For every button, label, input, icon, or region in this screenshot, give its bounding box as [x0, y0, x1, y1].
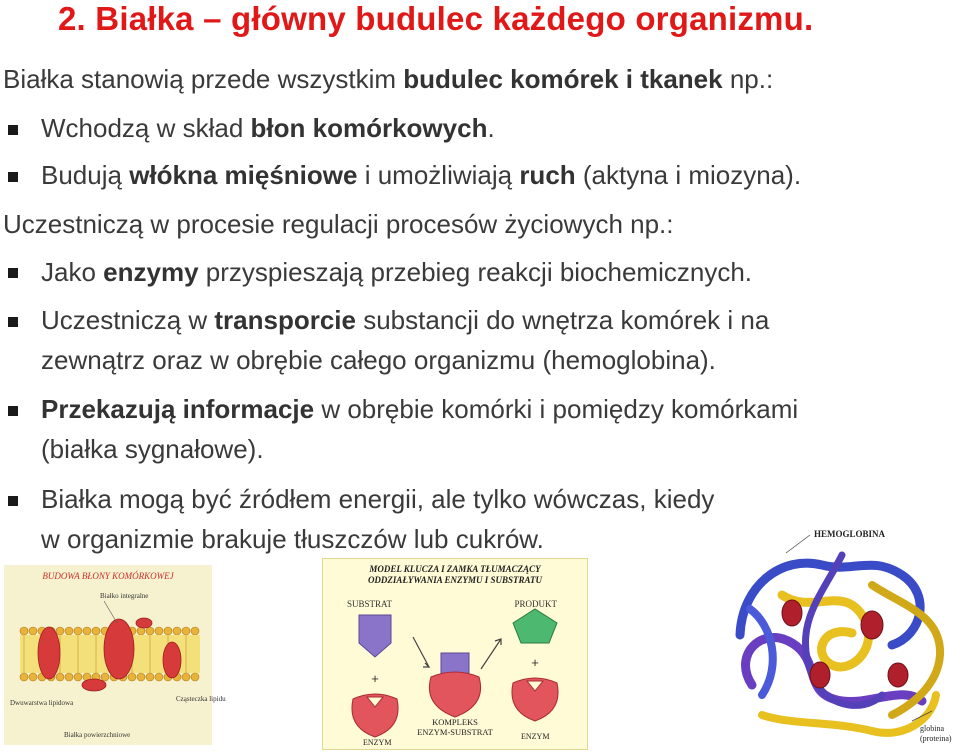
bullet-square-icon	[8, 268, 18, 278]
enzyme-diagram	[322, 558, 588, 750]
bullet-4-line-2: zewnątrz oraz w obrębie całego organizmu (hemoglobina).	[41, 345, 716, 375]
bullet-4-text-a: Uczestniczą w	[41, 305, 215, 335]
substrate-shape	[359, 615, 391, 657]
bullet-4-line-1	[41, 305, 769, 336]
hemoglobin-diagram	[722, 525, 958, 749]
bullet-square-icon	[8, 317, 18, 327]
label-globin-protein: (proteina)	[920, 734, 952, 743]
bullet-2-bold-1: włókna mięśniowe	[129, 160, 358, 190]
page-title: 2. Białka – główny budulec każdego organizmu.	[58, 0, 814, 37]
membrane-title: BUDOWA BŁONY KOMÓRKOWEJ	[42, 571, 174, 581]
bullet-1-text-c: .	[487, 113, 495, 143]
bullet-6-line-2: w organizmie brakuje tłuszczów lub cukrów.	[41, 524, 544, 554]
protein-ribbons	[740, 555, 940, 733]
label-substrate: SUBSTRAT	[347, 599, 393, 609]
bullet-3	[41, 257, 752, 288]
intro-line-2: Uczestniczą w procesie regulacji procesów życiowych np.:	[3, 209, 674, 239]
bullet-square-icon	[8, 496, 18, 506]
bullet-5-bold: Przekazują informacje	[41, 394, 315, 424]
bullet-5-text-b: w obrębie komórki i pomiędzy komórkami	[314, 394, 799, 424]
enzyme-title-line-2: ODDZIAŁYWANIA ENZYMU I SUBSTRATU	[367, 575, 543, 585]
bullet-1-text-a: Wchodzą w skład	[41, 113, 251, 143]
bullet-2-bold-2: ruch	[519, 160, 576, 190]
label-enzyme-left: ENZYM	[363, 738, 392, 747]
bullet-2-text-c: i umożliwiają	[357, 160, 520, 190]
bullet-3-text-a: Jako	[41, 257, 104, 287]
plus-right: +	[531, 655, 539, 670]
bullet-square-icon	[8, 125, 18, 135]
label-globin: globina	[920, 724, 944, 733]
intro-1-bold: budulec komórek i tkanek	[403, 64, 723, 94]
complex-enzyme-shape	[429, 672, 480, 717]
enzyme-left-shape	[352, 694, 398, 737]
label-complex-2: ENZYM-SUBSTRAT	[417, 727, 493, 737]
enzyme-illustration	[323, 559, 587, 749]
membrane-illustration	[4, 565, 226, 745]
bullet-2-text-e: (aktyna i miozyna).	[575, 160, 802, 190]
label-enzyme-right: ENZYM	[521, 732, 550, 741]
intro-1-text-a: Białka stanowią przede wszystkim	[3, 64, 404, 94]
intro-1-text-c: np.:	[722, 64, 774, 94]
label-integral-protein: Białko integralne	[100, 592, 149, 600]
bullet-square-icon	[8, 406, 18, 416]
bullet-4-text-c: substancji do wnętrza komórek i na	[356, 305, 770, 335]
plus-left: +	[371, 671, 379, 686]
intro-line-1	[3, 64, 773, 95]
arrow-up-icon	[481, 639, 501, 669]
bullet-6-line-1: Białka mogą być źródłem energii, ale tylko wówczas, kiedy	[41, 484, 715, 514]
enzyme-title-line-1: MODEL KLUCZA I ZAMKA TŁUMACZĄCY	[369, 564, 541, 574]
arrow-down-icon	[413, 637, 429, 667]
bullet-1	[41, 113, 495, 144]
label-product: PRODUKT	[514, 599, 557, 609]
integral-pointer	[104, 601, 117, 623]
label-complex-1: KOMPLEKS	[432, 717, 478, 727]
label-surface-proteins: Białka powierzchniowe	[64, 731, 131, 739]
bullet-square-icon	[8, 172, 18, 182]
bullet-5-line-1	[41, 394, 798, 425]
bullet-3-bold: enzymy	[103, 257, 199, 287]
product-shape	[513, 609, 557, 643]
title-pointer	[786, 535, 810, 553]
bullet-2	[41, 160, 801, 191]
bullet-1-bold: błon komórkowych	[250, 113, 488, 143]
hemoglobin-illustration	[722, 525, 958, 749]
hemoglobin-title: HEMOGLOBINA	[814, 529, 886, 539]
bullet-5-line-2: (białka sygnałowe).	[41, 434, 264, 464]
label-lipid-bilayer: Dwuwarstwa lipidowa	[10, 699, 74, 707]
bullet-2-text-a: Budują	[41, 160, 130, 190]
enzyme-right-shape	[512, 678, 558, 721]
bullet-4-bold: transporcie	[214, 305, 356, 335]
membrane-diagram	[4, 565, 226, 745]
label-lipid-molecule: Cząsteczka lipidu	[176, 695, 226, 703]
bullet-3-text-c: przyspieszają przebieg reakcji biochemicznych.	[198, 257, 753, 287]
